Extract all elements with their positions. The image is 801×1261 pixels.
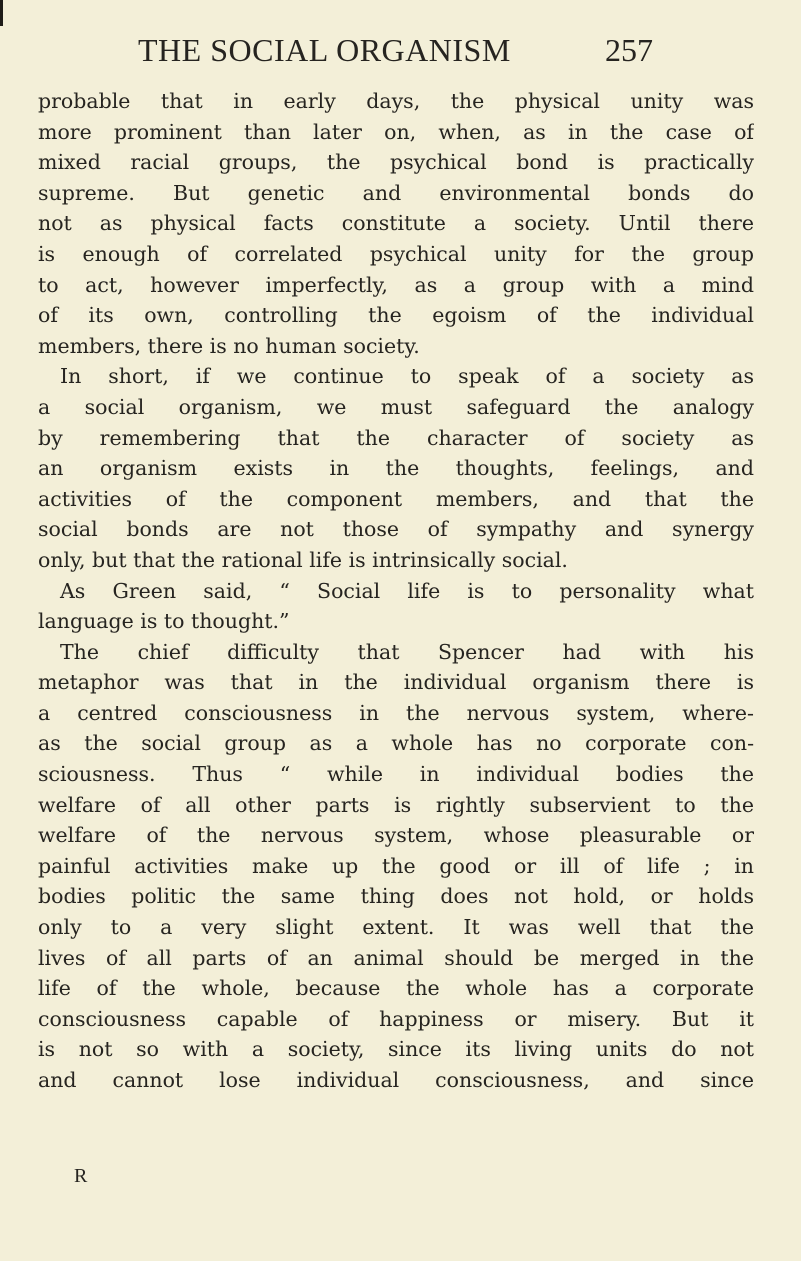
body-text — [38, 86, 754, 1096]
text-line: activities of the component members, and that the — [38, 486, 754, 511]
text-line: As Green said, “ Social life is to personality what — [60, 578, 754, 603]
text-line: mixed racial groups, the psychical bond is practically — [38, 150, 754, 175]
text-line: sciousness. Thus “ while in individual bodies the — [38, 762, 754, 787]
text-line: is enough of correlated psychical unity for the group — [38, 241, 754, 266]
text-line: language is to thought.” — [38, 609, 290, 634]
text-line: members, there is no human society. — [38, 333, 420, 358]
text-line: not as physical facts constitute a society. Until there — [38, 211, 754, 236]
text-line: as the social group as a whole has no corporate con- — [38, 731, 754, 756]
text-line: is not so with a society, since its living units do not — [38, 1037, 754, 1062]
signature-mark: R — [74, 1165, 88, 1187]
page-edge-mark — [0, 0, 3, 26]
page-number: 257 — [605, 32, 653, 68]
text-line: supreme. But genetic and environmental bonds do — [38, 180, 754, 205]
text-line: and cannot lose individual consciousness, and since — [38, 1068, 754, 1092]
text-line: metaphor was that in the individual organism there is — [38, 670, 754, 695]
text-line: a social organism, we must safeguard the analogy — [38, 394, 754, 419]
text-line: social bonds are not those of sympathy and synergy — [38, 517, 754, 542]
text-line: more prominent than later on, when, as in the case of — [38, 119, 754, 144]
text-line: only to a very slight extent. It was well that the — [38, 915, 754, 940]
text-line: probable that in early days, the physical unity was — [38, 89, 754, 113]
text-line: welfare of the nervous system, whose pleasurable or — [38, 823, 754, 848]
running-title: THE SOCIAL ORGANISM — [138, 32, 511, 68]
text-line: The chief difficulty that Spencer had with his — [60, 639, 754, 664]
text-line: consciousness capable of happiness or misery. But it — [38, 1006, 754, 1031]
text-line: only, but that the rational life is intrinsically social. — [38, 547, 568, 572]
text-line: to act, however imperfectly, as a group with a mind — [38, 272, 754, 297]
text-line: lives of all parts of an animal should be merged in the — [38, 945, 754, 970]
text-line: an organism exists in the thoughts, feelings, and — [38, 456, 754, 481]
text-line: of its own, controlling the egoism of the individual — [38, 303, 754, 328]
text-line: welfare of all other parts is rightly subservient to the — [38, 792, 754, 817]
text-line: a centred consciousness in the nervous system, where- — [38, 700, 754, 725]
page-header — [138, 30, 653, 70]
text-line: bodies politic the same thing does not hold, or holds — [38, 884, 754, 909]
text-line: painful activities make up the good or ill of life ; in — [38, 853, 754, 878]
text-line: by remembering that the character of society as — [38, 425, 754, 450]
text-line: In short, if we continue to speak of a society as — [60, 364, 754, 389]
text-line: life of the whole, because the whole has a corporate — [38, 976, 754, 1001]
